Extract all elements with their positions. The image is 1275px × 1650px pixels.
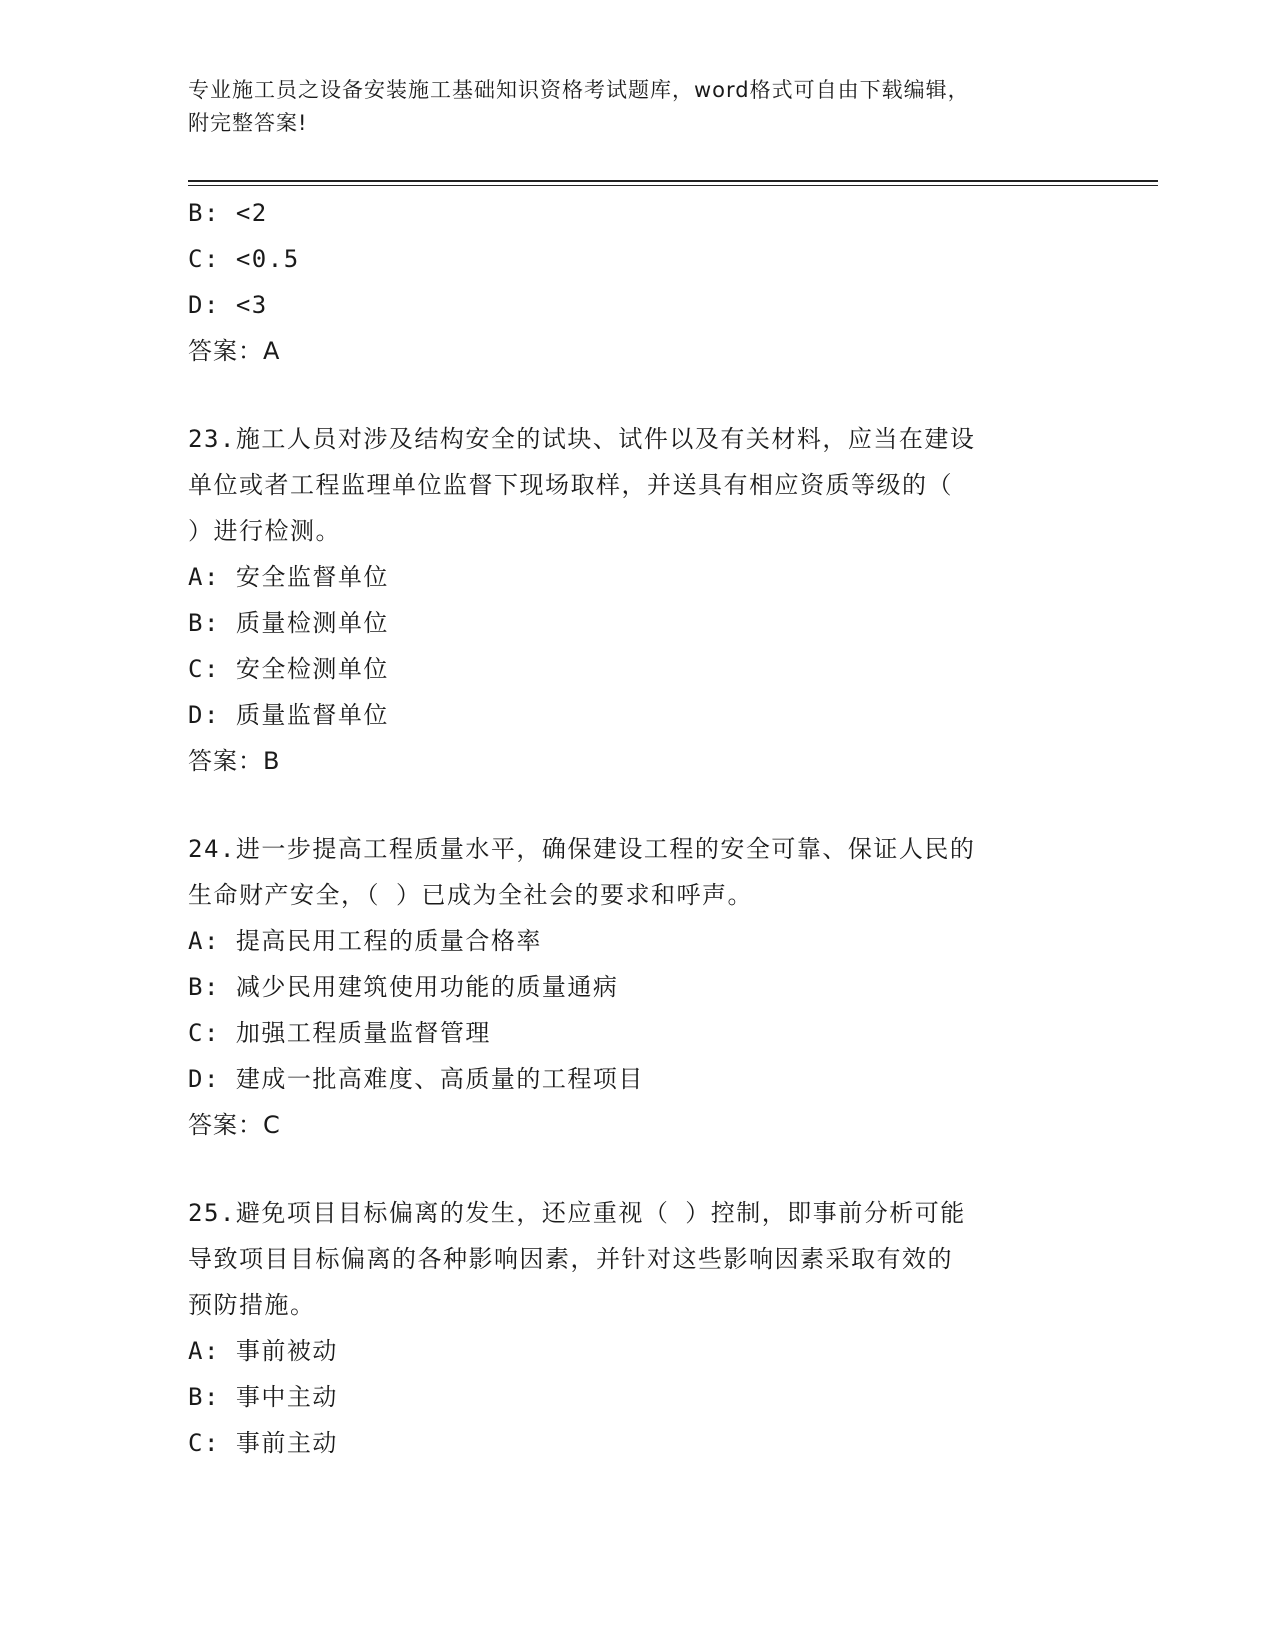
option-b: B: 减少民用建筑使用功能的质量通病 <box>188 973 619 1001</box>
document-header <box>188 74 1068 140</box>
question-22-tail <box>188 190 1078 374</box>
question-list <box>188 190 1078 1466</box>
option-d: D: 建成一批高难度、高质量的工程项目 <box>188 1065 644 1093</box>
option-c: C: <0.5 <box>188 245 300 273</box>
answer: 答案：C <box>188 1111 281 1139</box>
question-25 <box>188 1190 1078 1466</box>
answer: 答案：B <box>188 747 281 775</box>
question-24 <box>188 826 1078 1148</box>
question-stem: 24.进一步提高工程质量水平，确保建设工程的安全可靠、保证人民的 <box>188 835 976 863</box>
question-stem: 预防措施。 <box>188 1291 316 1319</box>
question-stem: 25.避免项目目标偏离的发生，还应重视（ ）控制，即事前分析可能 <box>188 1199 966 1227</box>
option-d: D: 质量监督单位 <box>188 701 389 729</box>
option-b: B: <2 <box>188 199 268 227</box>
question-stem: 生命财产安全，（ ）已成为全社会的要求和呼声。 <box>188 881 753 909</box>
question-23 <box>188 416 1078 784</box>
header-divider-thin <box>188 185 1158 186</box>
header-line-1: 专业施工员之设备安装施工基础知识资格考试题库，word格式可自由下载编辑， <box>188 78 970 102</box>
option-a: A: 事前被动 <box>188 1337 338 1365</box>
option-b: B: 质量检测单位 <box>188 609 389 637</box>
option-d: D: <3 <box>188 291 268 319</box>
header-line-2: 附完整答案! <box>188 111 308 135</box>
header-divider-thick <box>188 180 1158 182</box>
question-stem: 单位或者工程监理单位监督下现场取样，并送具有相应资质等级的（ <box>188 471 953 499</box>
option-a: A: 提高民用工程的质量合格率 <box>188 927 542 955</box>
option-c: C: 安全检测单位 <box>188 655 389 683</box>
answer: 答案：A <box>188 337 281 365</box>
question-stem: 23.施工人员对涉及结构安全的试块、试件以及有关材料，应当在建设 <box>188 425 976 453</box>
option-a: A: 安全监督单位 <box>188 563 389 591</box>
option-b: B: 事中主动 <box>188 1383 338 1411</box>
question-stem: 导致项目目标偏离的各种影响因素，并针对这些影响因素采取有效的 <box>188 1245 953 1273</box>
option-c: C: 加强工程质量监督管理 <box>188 1019 491 1047</box>
question-stem: ）进行检测。 <box>188 517 341 545</box>
option-c: C: 事前主动 <box>188 1429 338 1457</box>
